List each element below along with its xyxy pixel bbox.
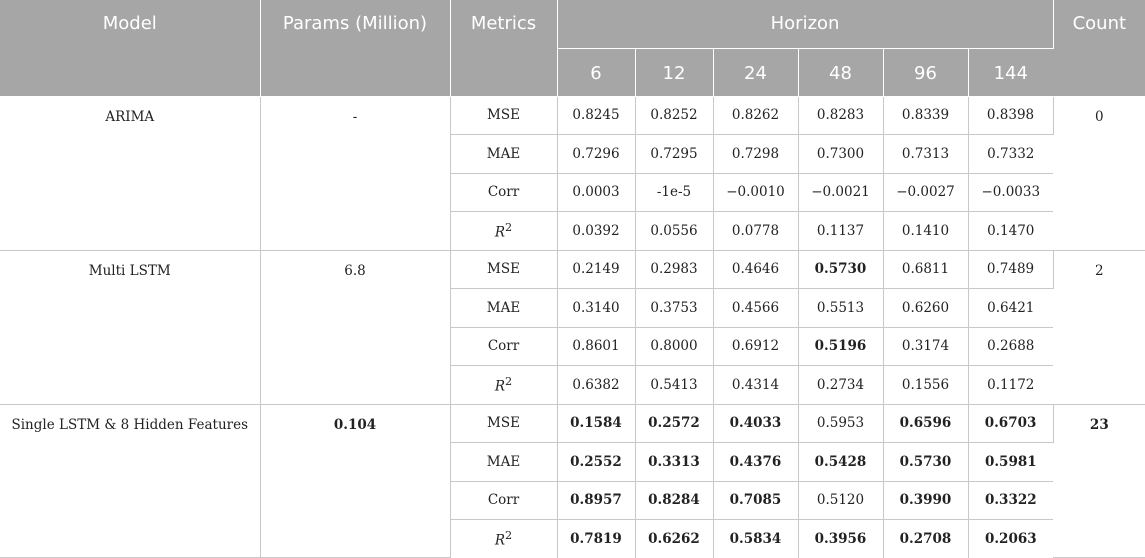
value-cell: 0.6262	[635, 520, 713, 558]
header-horizon-value: 24	[713, 48, 798, 96]
value-cell: 0.3956	[798, 520, 883, 558]
header-params: Params (Million)	[260, 0, 450, 96]
value-cell: 0.7313	[883, 135, 968, 174]
value-cell: −0.0033	[968, 173, 1053, 212]
value-cell: 0.1172	[968, 366, 1053, 405]
header-horizon-value: 12	[635, 48, 713, 96]
value-cell: -1e-5	[635, 173, 713, 212]
value-cell: 0.1137	[798, 212, 883, 251]
count-cell: 0	[1053, 96, 1145, 250]
metric-label-cell: Corr	[450, 481, 557, 520]
value-cell: 0.0003	[557, 173, 635, 212]
header-count: Count	[1053, 0, 1145, 96]
metric-label-cell: MAE	[450, 443, 557, 482]
value-cell: 0.5834	[713, 520, 798, 558]
value-cell: −0.0027	[883, 173, 968, 212]
params-cell: 6.8	[260, 250, 450, 404]
model-name-cell: Single LSTM & 8 Hidden Features	[0, 404, 260, 558]
count-cell: 23	[1053, 404, 1145, 558]
value-cell: 0.8245	[557, 96, 635, 135]
value-cell: 0.5428	[798, 443, 883, 482]
header-horizon-value: 6	[557, 48, 635, 96]
value-cell: 0.3753	[635, 289, 713, 328]
value-cell: 0.0392	[557, 212, 635, 251]
value-cell: 0.4376	[713, 443, 798, 482]
metric-label-cell: Corr	[450, 173, 557, 212]
metric-label-cell: MSE	[450, 96, 557, 135]
value-cell: 0.3322	[968, 481, 1053, 520]
metric-label-cell: MAE	[450, 135, 557, 174]
value-cell: −0.0021	[798, 173, 883, 212]
value-cell: 0.0778	[713, 212, 798, 251]
header-horizon-value: 48	[798, 48, 883, 96]
metric-label-cell: Corr	[450, 327, 557, 366]
params-cell: -	[260, 96, 450, 250]
value-cell: 0.2572	[635, 404, 713, 443]
header-horizon-value: 96	[883, 48, 968, 96]
value-cell: 0.6703	[968, 404, 1053, 443]
value-cell: 0.7296	[557, 135, 635, 174]
value-cell: 0.2734	[798, 366, 883, 405]
value-cell: −0.0010	[713, 173, 798, 212]
value-cell: 0.7332	[968, 135, 1053, 174]
metric-label-cell: MSE	[450, 250, 557, 289]
value-cell: 0.5730	[798, 250, 883, 289]
value-cell: 0.6596	[883, 404, 968, 443]
table-row	[0, 96, 1145, 135]
value-cell: 0.2552	[557, 443, 635, 482]
header-horizon-value: 144	[968, 48, 1053, 96]
value-cell: 0.1584	[557, 404, 635, 443]
value-cell: 0.2708	[883, 520, 968, 558]
model-name-cell: Multi LSTM	[0, 250, 260, 404]
header-model: Model	[0, 0, 260, 96]
value-cell: 0.4033	[713, 404, 798, 443]
value-cell: 0.3140	[557, 289, 635, 328]
value-cell: 0.1470	[968, 212, 1053, 251]
value-cell: 0.1556	[883, 366, 968, 405]
value-cell: 0.8262	[713, 96, 798, 135]
value-cell: 0.1410	[883, 212, 968, 251]
value-cell: 0.7298	[713, 135, 798, 174]
metric-label-cell: MAE	[450, 289, 557, 328]
metric-label-cell	[450, 212, 557, 251]
metric-superscript: 2	[505, 529, 513, 542]
value-cell: 0.2149	[557, 250, 635, 289]
params-cell: 0.104	[260, 404, 450, 558]
value-cell: 0.8339	[883, 96, 968, 135]
table-row	[0, 250, 1145, 289]
value-cell: 0.4566	[713, 289, 798, 328]
value-cell: 0.8601	[557, 327, 635, 366]
value-cell: 0.5981	[968, 443, 1053, 482]
value-cell: 0.4314	[713, 366, 798, 405]
value-cell: 0.5513	[798, 289, 883, 328]
table-body	[0, 96, 1145, 558]
value-cell: 0.3313	[635, 443, 713, 482]
metric-label-cell	[450, 366, 557, 405]
value-cell: 0.7085	[713, 481, 798, 520]
value-cell: 0.5120	[798, 481, 883, 520]
metric-label: R	[494, 532, 505, 549]
table-row	[0, 404, 1145, 443]
value-cell: 0.5953	[798, 404, 883, 443]
value-cell: 0.8957	[557, 481, 635, 520]
value-cell: 0.6382	[557, 366, 635, 405]
value-cell: 0.8398	[968, 96, 1053, 135]
value-cell: 0.7489	[968, 250, 1053, 289]
value-cell: 0.8000	[635, 327, 713, 366]
value-cell: 0.2063	[984, 530, 1037, 547]
value-cell: 0.6421	[968, 289, 1053, 328]
metric-label-cell: MSE	[450, 404, 557, 443]
value-cell: 0.3990	[883, 481, 968, 520]
value-cell: 0.5413	[635, 366, 713, 405]
value-cell: 0.2688	[968, 327, 1053, 366]
table-header	[0, 0, 1145, 96]
value-cell: 0.7300	[798, 135, 883, 174]
value-cell: 0.4646	[713, 250, 798, 289]
count-cell: 2	[1053, 250, 1145, 404]
value-cell: 0.7295	[635, 135, 713, 174]
metric-superscript: 2	[505, 221, 513, 234]
value-cell: 0.6811	[883, 250, 968, 289]
metric-label: R	[494, 224, 505, 241]
value-cell: 0.8284	[635, 481, 713, 520]
value-cell: 0.2983	[635, 250, 713, 289]
header-horizon: Horizon	[557, 0, 1053, 48]
value-cell: 0.3174	[883, 327, 968, 366]
value-cell: 0.5196	[798, 327, 883, 366]
metric-label-cell	[450, 520, 557, 558]
value-cell: 0.7819	[557, 520, 635, 558]
metric-label: R	[494, 378, 505, 395]
value-cell: 0.0556	[635, 212, 713, 251]
value-cell: 0.5730	[883, 443, 968, 482]
model-name-cell: ARIMA	[0, 96, 260, 250]
value-cell: 0.6260	[883, 289, 968, 328]
value-cell: 0.6912	[713, 327, 798, 366]
header-metrics: Metrics	[450, 0, 557, 96]
value-cell: 0.8252	[635, 96, 713, 135]
value-cell: 0.8283	[798, 96, 883, 135]
metric-superscript: 2	[505, 375, 513, 388]
